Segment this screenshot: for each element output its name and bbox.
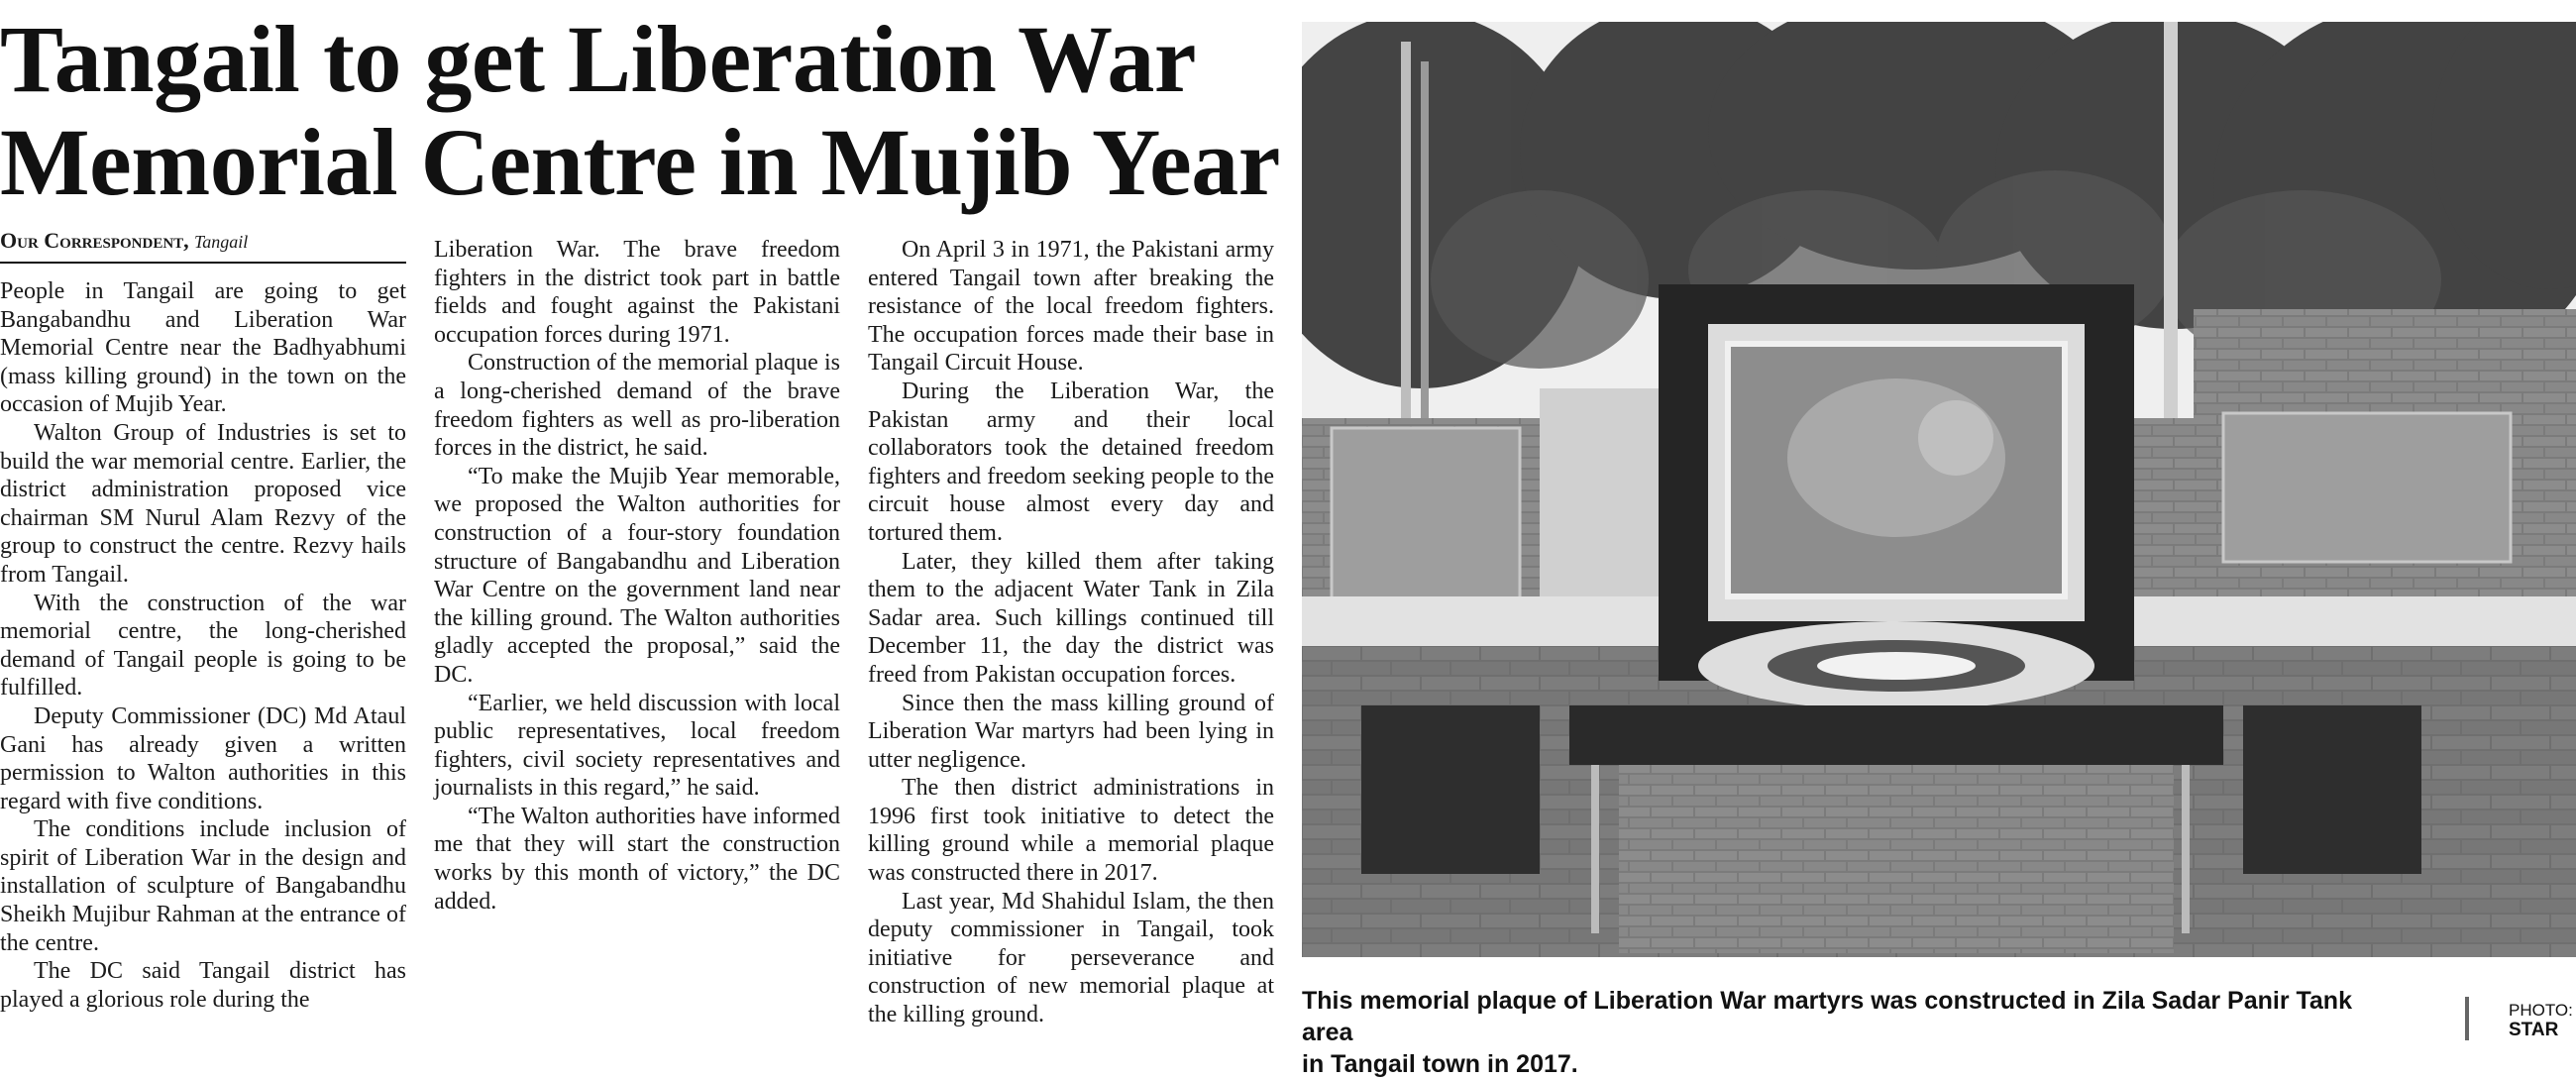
headline-line-1: Tangail to get Liberation War	[0, 6, 1196, 112]
paragraph: Construction of the memorial plaque is a long-cherished demand of the brave freedom fighters as well as pro-liberation forces in the district, he said.	[434, 350, 840, 462]
paragraph: “To make the Mujib Year memorable, we proposed the Walton authorities for construction of a four-story foundation structure of Bangabandhu and Liberation War Centre on the government land near the killing ground. The Walton authorities gladly accepted the proposal,” said the DC.	[434, 463, 840, 688]
memorial-photo	[1302, 22, 2576, 957]
article-column-2	[434, 236, 840, 916]
article-column-1	[0, 277, 406, 1014]
credit-label: PHOTO:	[2509, 1001, 2573, 1020]
credit-divider	[2465, 997, 2469, 1040]
byline	[0, 228, 406, 264]
paragraph: The conditions include inclusion of spirit of Liberation War in the design and installation of sculpture of Bangabandhu Sheikh Mujibur Rahman at the entrance of the centre.	[0, 816, 406, 956]
byline-place: Tangail	[193, 232, 249, 252]
paragraph: Walton Group of Industries is set to build the war memorial centre. Earlier, the district administration proposed vice chairman SM Nurul Alam Rezvy of the group to construct the centre. Rezvy hails from Tangail.	[0, 419, 406, 588]
headline-line-2: Memorial Centre in Mujib Year	[0, 109, 1280, 215]
paragraph: On April 3 in 1971, the Pakistani army entered Tangail town after breaking the resistance of the local freedom fighters. The occupation forces made their base in Tangail Circuit House.	[868, 237, 1274, 377]
paragraph: With the construction of the war memorial centre, the long-cherished demand of Tangail people is going to be fulfilled.	[0, 590, 406, 702]
caption-line-1: This memorial plaque of Liberation War martyrs was constructed in Zila Sadar Panir Tank area	[1302, 987, 2352, 1046]
paragraph: Since then the mass killing ground of Liberation War martyrs had been lying in utter negligence.	[868, 690, 1274, 773]
article-column-3	[868, 236, 1274, 1029]
paragraph: The DC said Tangail district has played a glorious role during the	[0, 958, 406, 1013]
paragraph: Deputy Commissioner (DC) Md Ataul Gani has already given a written permission to Walton authorities in this regard with five conditions.	[0, 702, 406, 814]
caption-line-2: in Tangail town in 2017.	[1302, 1050, 1578, 1078]
paragraph: People in Tangail are going to get Bangabandhu and Liberation War Memorial Centre near the Badhyabhumi (mass killing ground) in the town on the occasion of Mujib Year.	[0, 278, 406, 418]
byline-correspondent: Our Correspondent,	[0, 228, 189, 253]
paragraph: During the Liberation War, the Pakistan army and their local collaborators took the detained freedom fighters and freedom seeking people to the circuit house almost every day and tortured them.	[868, 378, 1274, 546]
paragraph: Liberation War. The brave freedom fighters in the district took part in battle fields and fought against the Pakistani occupation forces during 1971.	[434, 237, 840, 348]
credit-source: STAR	[2509, 1020, 2559, 1040]
paragraph: “The Walton authorities have informed me that they will start the construction works by this month of victory,” the DC added.	[434, 803, 840, 915]
paragraph: Last year, Md Shahidul Islam, the then deputy commissioner in Tangail, took initiative for perseverance and construction of new memorial plaque at the killing ground.	[868, 888, 1274, 1028]
photo-credit	[2509, 1001, 2573, 1040]
paragraph: The then district administrations in 1996 first took initiative to detect the killing ground while a memorial plaque was constructed there in 2017.	[868, 775, 1274, 887]
paragraph: “Earlier, we held discussion with local public representatives, local freedom fighters, civil society representatives and journalists in this regard,” he said.	[434, 690, 840, 802]
paragraph: Later, they killed them after taking them to the adjacent Water Tank in Zila Sadar area. Such killings continued till December 11, the day the district was freed from Pakistan occupation forces.	[868, 548, 1274, 688]
photo-caption	[1302, 985, 2372, 1080]
headline	[0, 8, 1278, 214]
